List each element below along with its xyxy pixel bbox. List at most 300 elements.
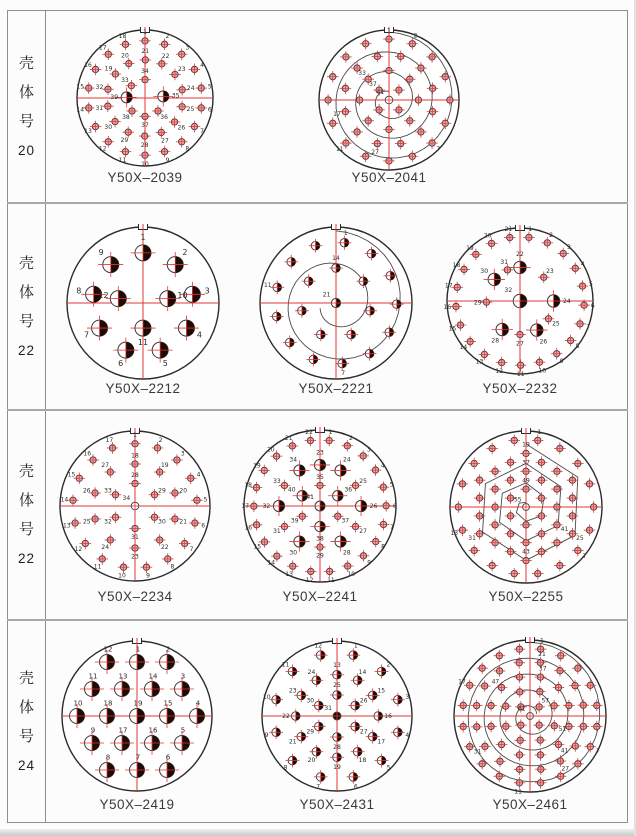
pin-number: 17 [105, 436, 114, 444]
shell-number: 20 [17, 142, 36, 158]
pin-number: 27 [101, 462, 110, 469]
pin-number: 12 [495, 367, 504, 375]
shell-char: 体 [18, 83, 34, 101]
pin-number: 32 [504, 287, 513, 295]
pin-number: 6 [165, 753, 171, 762]
pin-number: 7 [316, 783, 321, 791]
pin-number: 30 [306, 697, 315, 705]
pin-number: 13 [62, 522, 71, 530]
pin-number: 18 [358, 757, 367, 765]
pin-number: 31 [473, 748, 482, 756]
pin-number: 38 [122, 114, 130, 122]
row-separator [7, 619, 628, 621]
pin-number: 29 [158, 487, 166, 495]
pin-number: 1 [537, 428, 542, 436]
pin-number: 38 [316, 535, 324, 543]
pin-number: 8 [185, 145, 190, 153]
connector-Y50X–2039 [61, 14, 229, 187]
pin-number: 13 [285, 571, 293, 579]
row-separator [7, 409, 628, 411]
pin-number: 1 [387, 27, 391, 35]
pin-number: 18 [244, 482, 252, 490]
pin-number: 13 [450, 530, 459, 538]
pin-number: 11 [93, 563, 102, 571]
pin-number: 21 [322, 291, 331, 299]
connector-Y50X–2419 [46, 625, 228, 812]
pin-number: 25 [333, 682, 341, 690]
pin-number: 21 [538, 651, 546, 659]
shell-char: 号 [18, 521, 34, 538]
pin-number: 8 [170, 563, 175, 571]
pin-number: 19 [160, 462, 169, 469]
pin-number: 5 [162, 359, 168, 369]
pin-number: 27 [561, 765, 570, 773]
connector-drawing [244, 211, 428, 395]
connector-model-label: Y50X–2212 [105, 381, 181, 396]
pin-number: 37 [141, 122, 149, 130]
pin-number: 11 [281, 661, 290, 669]
pin-number: 1 [135, 645, 141, 654]
pin-number: 16 [148, 726, 158, 735]
pin-number: 41 [306, 494, 314, 501]
pin-number: 22 [305, 429, 313, 436]
pin-number: 11 [263, 281, 272, 289]
pin-number: 22 [516, 251, 524, 259]
pin-number: 28 [131, 471, 139, 479]
pin-number: 33 [104, 487, 112, 495]
pin-number: 1 [328, 428, 333, 436]
pin-number: 22 [282, 713, 290, 720]
pin-number: 31 [500, 258, 509, 266]
pin-number: 1 [539, 637, 544, 645]
pin-number: 15 [448, 325, 457, 333]
pin-number: 30 [480, 267, 489, 275]
pin-number: 18 [118, 33, 127, 41]
connector-drawing [46, 625, 228, 807]
pin-number: 15 [163, 699, 173, 708]
pin-number: 2 [413, 32, 418, 40]
pin-number: 27 [371, 149, 379, 156]
pin-number: 16 [84, 62, 92, 70]
pin-number: 15 [253, 543, 262, 551]
connector-model-label: Y50X–2234 [97, 589, 173, 604]
pin-number: 7 [341, 370, 346, 378]
pin-number: 21 [179, 518, 188, 526]
pin-number: 2 [386, 661, 391, 669]
pin-number: 26 [539, 338, 548, 346]
pin-number: 6 [201, 522, 206, 530]
pin-number: 25 [552, 320, 560, 328]
shell-char: 体 [18, 492, 34, 509]
pin-number: 49 [522, 477, 530, 485]
pin-number: 7 [189, 545, 194, 553]
pin-number: 18 [103, 699, 113, 708]
pin-number: 13 [475, 358, 484, 366]
pin-number: 28 [333, 743, 341, 751]
pin-number: 8 [381, 543, 386, 551]
pin-number: 2 [165, 645, 171, 654]
pin-number: 35 [316, 473, 324, 481]
pin-number: 1 [140, 232, 146, 242]
row-separator [7, 202, 628, 204]
pin-number: 12 [314, 642, 323, 650]
pin-number: 15 [377, 687, 386, 695]
pin-number: 23 [177, 66, 186, 74]
pin-number: 12 [98, 291, 109, 300]
pin-number: 47 [491, 678, 500, 686]
pin-number: 57 [541, 697, 550, 705]
pin-number: 19 [466, 245, 474, 252]
page-bottom-shadow [0, 829, 636, 836]
pin-number: 20 [266, 446, 275, 454]
pin-number: 27 [516, 340, 524, 348]
connector-Y50X–2241 [228, 414, 412, 603]
pin-number: 3 [180, 450, 185, 458]
pin-number: 1 [343, 230, 348, 238]
pin-number: 11 [516, 370, 525, 378]
pin-number: 3 [567, 244, 572, 251]
pin-number: 34 [289, 456, 298, 464]
pin-number: 12 [103, 645, 113, 654]
pin-number: 39 [290, 517, 299, 525]
pin-number: 3 [204, 286, 210, 296]
pin-number: 12 [305, 577, 314, 585]
pin-number: 24 [342, 456, 351, 464]
pin-number: 4 [580, 260, 585, 268]
pin-number: 36 [160, 114, 168, 122]
pin-number: 13 [333, 662, 341, 669]
pin-number: 6 [590, 302, 595, 310]
pin-number: 31 [273, 527, 281, 535]
pin-number: 14 [60, 496, 69, 504]
pin-number: 23 [288, 687, 297, 695]
pin-number: 21 [141, 48, 150, 56]
connector-model-label: Y50X–2431 [299, 797, 375, 812]
shell-char: 号 [18, 727, 34, 745]
pin-number: 2 [158, 436, 163, 444]
pin-number: 14 [148, 672, 158, 681]
pin-number: 19 [333, 764, 341, 772]
shell-char: 壳 [18, 54, 34, 72]
pin-number: 17 [458, 678, 466, 686]
connector-model-label: Y50X–2221 [298, 381, 374, 396]
shell-label-row-4 [8, 620, 45, 823]
pin-number: 7 [586, 324, 591, 331]
connector-drawing [434, 415, 618, 599]
pin-number: 30 [289, 549, 298, 557]
shell-char: 体 [18, 283, 34, 301]
pin-number: 11 [514, 788, 522, 796]
pin-number: 7 [200, 127, 204, 135]
pin-number: 28 [491, 337, 500, 345]
pin-number: 25 [576, 535, 584, 543]
pin-number: 10 [141, 160, 149, 168]
shell-char: 号 [18, 112, 34, 130]
pin-number: 4 [380, 462, 385, 470]
pin-number: 34 [122, 495, 131, 503]
pin-number: 5 [180, 726, 186, 735]
pin-number: 37 [538, 665, 547, 673]
pin-number: 19 [104, 65, 113, 73]
pin-number: 19 [133, 699, 143, 708]
pin-number: 5 [588, 281, 593, 289]
pin-number: 3 [180, 672, 186, 681]
pin-number: 16 [443, 304, 452, 312]
pin-number: 32 [95, 84, 104, 92]
pin-number: 24 [186, 84, 195, 92]
connector-drawing [228, 414, 412, 598]
pin-number: 21 [288, 738, 297, 746]
shell-number: 24 [17, 757, 36, 773]
pin-number: 16 [384, 713, 392, 720]
pin-number: 19 [253, 462, 261, 470]
pin-number: 22 [160, 544, 169, 551]
pin-number: 11 [118, 156, 127, 164]
pin-number: 2 [165, 33, 170, 41]
connector-model-label: Y50X–2041 [351, 170, 427, 185]
connector-drawing [431, 212, 609, 390]
pin-number: 14 [358, 668, 367, 676]
pin-number: 5 [386, 764, 391, 772]
pin-number: 33 [358, 70, 366, 78]
pin-number: 3 [405, 694, 410, 702]
pin-number: 23 [316, 449, 324, 457]
pin-number: 29 [316, 552, 324, 560]
pin-number: 31 [468, 535, 476, 543]
connector-drawing [61, 14, 229, 182]
pin-number: 37 [369, 80, 377, 88]
pin-number: 1 [143, 29, 147, 37]
pin-number: 7 [389, 523, 394, 531]
pin-number: 8 [575, 342, 580, 350]
pin-number: 36 [344, 486, 353, 494]
pin-number: 7 [596, 747, 600, 755]
pin-number: 9 [165, 156, 170, 164]
pin-number: 35 [171, 92, 180, 100]
connector-model-label: Y50X–2039 [107, 170, 183, 185]
pin-number: 8 [283, 764, 288, 772]
pin-number: 13 [118, 672, 128, 681]
pin-number: 11 [137, 338, 149, 348]
connector-drawing [303, 14, 475, 186]
shell-label-row-2 [8, 203, 45, 410]
pin-number: 20 [179, 487, 188, 495]
pin-number: 32 [262, 503, 271, 510]
connector-model-label: Y50X–2232 [482, 381, 558, 396]
pin-number: 24 [101, 544, 110, 551]
connector-drawing [51, 211, 235, 395]
pin-number: 4 [195, 699, 201, 708]
pin-number: 28 [140, 141, 149, 149]
pin-number: 7 [582, 553, 587, 561]
pin-number: 26 [177, 124, 186, 132]
connector-model-label: Y50X–2241 [282, 589, 358, 604]
pin-number: 21 [284, 435, 293, 442]
pin-number: 37 [341, 517, 350, 525]
shell-label-row-3 [8, 410, 45, 620]
pin-number: 20 [483, 232, 492, 240]
pin-number: 6 [392, 502, 397, 510]
connector-drawing [44, 415, 226, 597]
pin-number: 11 [327, 577, 335, 584]
pin-number: 17 [377, 738, 386, 746]
pin-number: 14 [267, 559, 276, 567]
pin-number: 4 [196, 471, 201, 479]
pin-number: 1 [353, 642, 358, 650]
pin-number: 23 [131, 553, 139, 561]
pin-number: 23 [546, 268, 554, 276]
pin-number: 1 [528, 225, 533, 233]
shell-label-row-1 [8, 10, 45, 203]
pin-number: 31 [95, 105, 104, 113]
pin-number: 3 [185, 44, 190, 52]
connector-Y50X–2212 [51, 211, 235, 400]
pin-number: 41 [560, 747, 569, 755]
pin-number: 20 [121, 52, 129, 60]
pin-number: 7 [135, 753, 141, 762]
pin-number: 8 [76, 286, 82, 296]
pin-number: 1 [133, 432, 137, 439]
pin-number: 33 [121, 76, 129, 84]
pin-number: 26 [359, 697, 368, 705]
connector-Y50X–2221 [244, 211, 428, 400]
pin-number: 4 [405, 731, 410, 739]
pin-number: 61 [517, 705, 526, 713]
pin-number: 41 [560, 526, 569, 534]
pin-number: 25 [186, 105, 195, 113]
connector-Y50X–2234 [44, 415, 226, 602]
pin-number: 29 [120, 137, 129, 144]
pin-number: 55 [513, 496, 522, 504]
pin-number: 2 [549, 232, 553, 239]
connector-Y50X–2232 [431, 212, 609, 395]
pin-number: 17 [98, 44, 107, 52]
shell-number: 22 [17, 342, 36, 358]
pin-number: 16 [244, 524, 253, 532]
pin-number: 27 [359, 527, 367, 535]
shell-number: 22 [17, 551, 36, 566]
connector-Y50X–2041 [303, 14, 475, 191]
pin-number: 11 [335, 146, 344, 154]
pin-number: 20 [307, 757, 316, 765]
shell-char: 号 [18, 312, 34, 330]
connector-drawing [438, 624, 622, 808]
pin-number: 5 [389, 481, 394, 489]
pin-number: 4 [200, 62, 204, 70]
pin-number: 9 [98, 248, 104, 258]
shell-char: 壳 [18, 669, 34, 687]
pin-number: 9 [264, 731, 269, 739]
pin-number: 13 [84, 127, 92, 135]
pin-number: 9 [559, 357, 564, 365]
pin-number: 7 [84, 330, 90, 340]
pin-number: 12 [74, 545, 83, 553]
pin-number: 22 [161, 53, 170, 60]
pin-number: 10 [73, 699, 83, 708]
pin-number: 40 [287, 486, 296, 494]
pin-number: 5 [203, 496, 208, 504]
pin-number: 51 [558, 726, 567, 734]
connector-Y50X–2461 [438, 624, 622, 813]
pin-number: 12 [98, 145, 107, 153]
pin-number: 25 [82, 518, 91, 526]
shell-char: 壳 [18, 463, 34, 480]
pin-number: 17 [333, 110, 341, 118]
pin-number: 27 [161, 137, 169, 145]
pin-number: 21 [504, 226, 513, 233]
pin-number: 14 [76, 106, 85, 114]
pin-number: 4 [196, 330, 202, 340]
pin-number: 17 [118, 726, 128, 735]
pin-number: 29 [473, 299, 482, 307]
pin-number: 25 [359, 478, 367, 486]
pin-number: 14 [459, 344, 468, 351]
pin-number: 26 [369, 503, 378, 510]
pin-number: 16 [83, 450, 92, 458]
pin-number: 32 [104, 518, 112, 526]
connector-Y50X–2431 [246, 625, 428, 812]
pin-number: 43 [522, 548, 530, 556]
pin-number: 31 [131, 534, 139, 542]
pin-number: 9 [90, 726, 96, 735]
pin-number: 17 [444, 282, 453, 290]
pin-number: 5 [207, 83, 212, 91]
pin-number: 26 [82, 487, 91, 495]
pin-number: 34 [141, 67, 149, 75]
pin-number: 2 [182, 248, 188, 258]
pin-number: 37 [522, 459, 530, 467]
connector-model-label: Y50X–2419 [99, 797, 175, 812]
pin-number: 30 [158, 518, 166, 526]
pin-number: 28 [342, 549, 351, 557]
pin-number: 10 [118, 572, 126, 580]
pin-number: 10 [262, 694, 271, 702]
pin-number: 10 [177, 291, 188, 300]
pin-number: 11 [88, 672, 98, 681]
pin-number: 9 [146, 572, 150, 580]
pin-number: 6 [118, 359, 124, 369]
connector-drawing [246, 625, 428, 807]
pin-number: 7 [436, 146, 441, 154]
pin-number: 24 [307, 668, 316, 676]
pin-number: 30 [104, 123, 113, 131]
pin-number: 18 [452, 262, 461, 270]
connector-Y50X–2255 [434, 415, 618, 604]
pin-number: 8 [105, 753, 111, 762]
pin-number: 2 [348, 434, 353, 442]
pin-number: 31 [324, 705, 332, 712]
pin-number: 27 [359, 728, 368, 736]
pin-number: 33 [273, 478, 281, 486]
pin-number: 14 [332, 255, 340, 263]
pin-number: 10 [538, 367, 547, 375]
pin-number: 17 [241, 503, 250, 511]
shell-char: 壳 [18, 254, 34, 272]
pin-number: 15 [67, 471, 76, 479]
connector-model-label: Y50X–2461 [492, 797, 568, 812]
pin-number: 29 [306, 728, 315, 736]
pin-number: 18 [131, 452, 139, 460]
pin-number: 15 [76, 83, 85, 91]
pin-number: 19 [522, 441, 530, 449]
pin-number: 39 [110, 93, 119, 101]
pin-number: 6 [353, 783, 358, 791]
pin-number: 6 [207, 106, 212, 114]
shell-char: 体 [18, 698, 34, 716]
pin-number: 24 [562, 298, 571, 305]
pin-number: 41 [376, 89, 385, 97]
pin-number: 9 [367, 559, 372, 567]
